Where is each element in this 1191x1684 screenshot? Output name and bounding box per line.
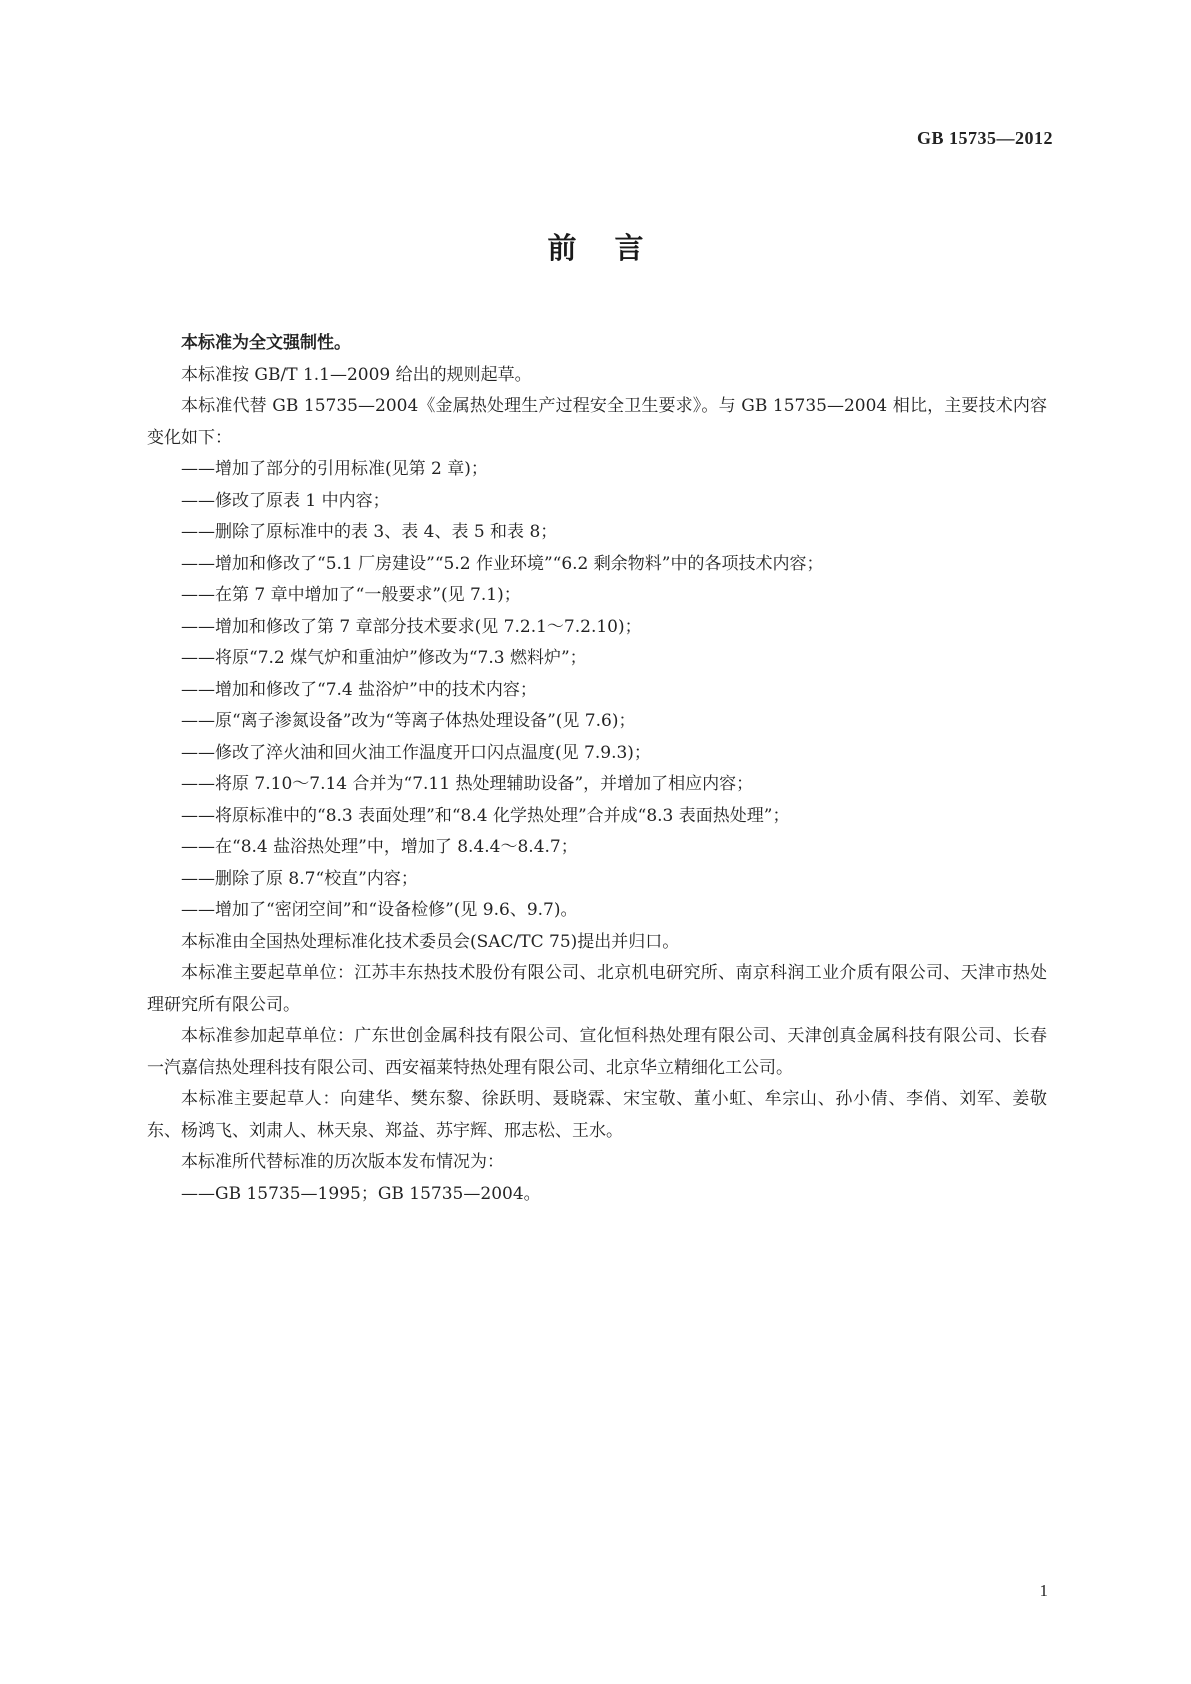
list-item: ——删除了原标准中的表 3、表 4、表 5 和表 8； xyxy=(181,522,558,542)
list-item: ——修改了淬火油和回火油工作温度开口闪点温度(见 7.9.3)； xyxy=(181,742,651,763)
list-item: ——在第 7 章中增加了“一般要求”(见 7.1)； xyxy=(181,585,521,605)
list-item: ——增加和修改了第 7 章部分技术要求(见 7.2.1～7.2.10)； xyxy=(181,616,642,637)
list-item: ——增加了“密闭空间”和“设备检修”(见 9.6、9.7)。 xyxy=(181,900,578,920)
changes-list xyxy=(147,454,1047,927)
paragraph-replacement: 本标准代替 GB 15735—2004《金属热处理生产过程安全卫生要求》。与 GB 15735—2004 相比，主要技术内容变化如下： xyxy=(147,396,1047,448)
paragraph-main-drafters: 本标准主要起草人：向建华、樊东黎、徐跃明、聂晓霖、宋宝敬、董小虹、牟宗山、孙小倩、李俏、刘军、姜敬东、杨鸿飞、刘肃人、林天泉、郑益、苏宇辉、邢志松、王水。 xyxy=(147,1089,1047,1141)
document-body xyxy=(147,328,1047,1210)
history-list xyxy=(147,1179,1047,1211)
list-item: ——增加了部分的引用标准(见第 2 章)； xyxy=(181,459,488,479)
list-item: ——将原标准中的“8.3 表面处理”和“8.4 化学热处理”合并成“8.3 表面热处理”； xyxy=(181,805,790,826)
page-number: 1 xyxy=(1039,1581,1048,1600)
paragraph-mandatory: 本标准为全文强制性。 xyxy=(181,333,351,353)
list-item: ——GB 15735—1995；GB 15735—2004。 xyxy=(181,1183,541,1204)
paragraph-committee: 本标准由全国热处理标准化技术委员会(SAC/TC 75)提出并归口。 xyxy=(181,931,680,952)
list-item: ——原“离子渗氮设备”改为“等离子体热处理设备”(见 7.6)； xyxy=(181,711,636,731)
list-item: ——修改了原表 1 中内容； xyxy=(181,490,390,511)
list-item: ——将原 7.10～7.14 合并为“7.11 热处理辅助设备”，并增加了相应内容； xyxy=(181,774,754,794)
list-item: ——增加和修改了“7.4 盐浴炉”中的技术内容； xyxy=(181,679,537,700)
standard-code: GB 15735—2012 xyxy=(916,128,1053,148)
list-item: ——将原“7.2 煤气炉和重油炉”修改为“7.3 燃料炉”； xyxy=(181,648,587,668)
page-title: 前言 xyxy=(547,231,682,265)
paragraph-participating-units: 本标准参加起草单位：广东世创金属科技有限公司、宣化恒科热处理有限公司、天津创真金属科技有限公司、长春一汽嘉信热处理科技有限公司、西安福莱特热处理有限公司、北京华立精细化工公司。 xyxy=(147,1026,1047,1078)
list-item: ——删除了原 8.7“校直”内容； xyxy=(181,868,418,889)
list-item: ——在“8.4 盐浴热处理”中，增加了 8.4.4～8.4.7； xyxy=(181,837,578,857)
paragraph-main-drafters-units: 本标准主要起草单位：江苏丰东热技术股份有限公司、北京机电研究所、南京科润工业介质有限公司、天津市热处理研究所有限公司。 xyxy=(147,963,1047,1015)
paragraph-history-intro: 本标准所代替标准的历次版本发布情况为： xyxy=(181,1152,504,1172)
list-item: ——增加和修改了“5.1 厂房建设”“5.2 作业环境”“6.2 剩余物料”中的各项技术内容； xyxy=(181,553,824,574)
paragraph-drafting-rules: 本标准按 GB/T 1.1—2009 给出的规则起草。 xyxy=(181,364,532,385)
